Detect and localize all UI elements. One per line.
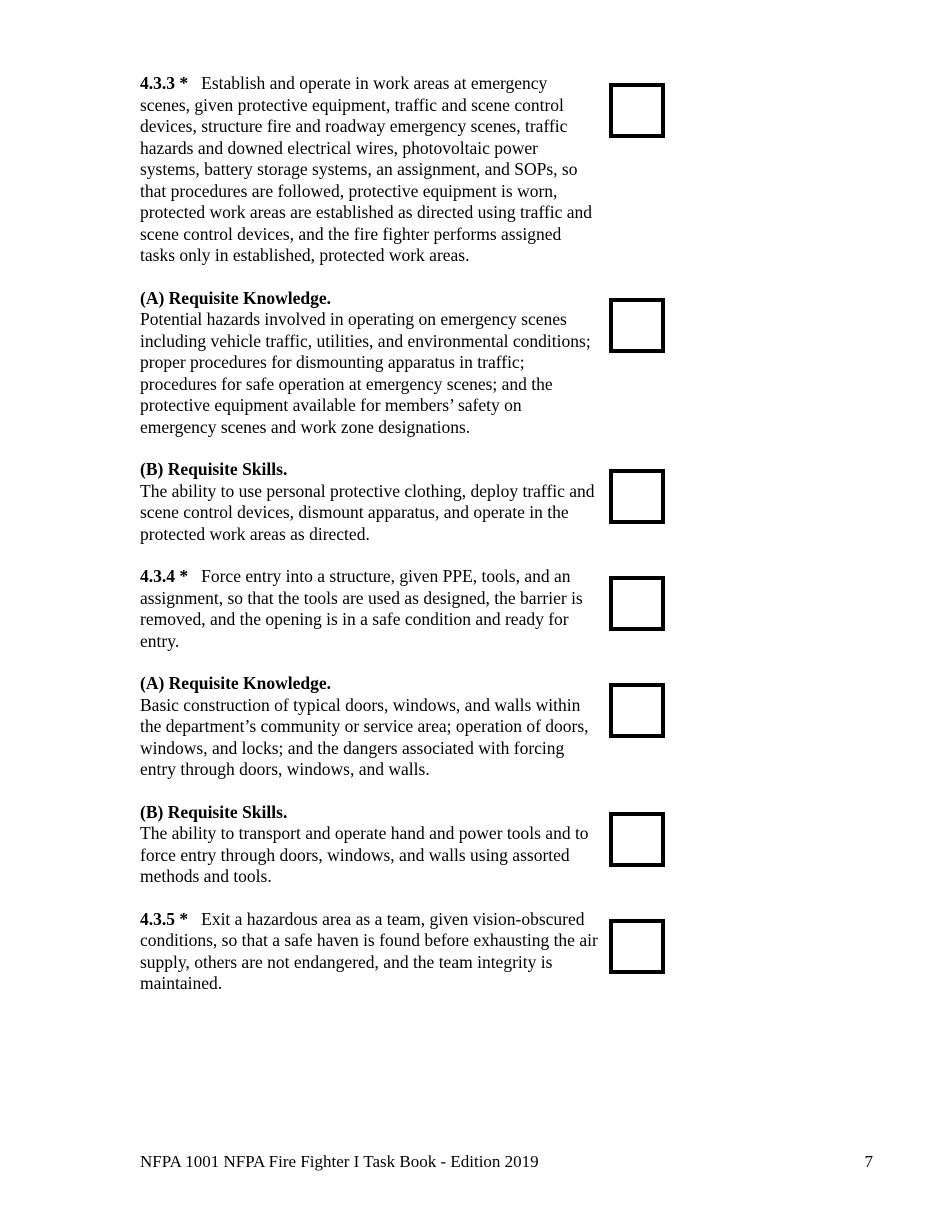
task-statement-4-3-3 xyxy=(140,73,598,267)
task-number: 4.3.4 * xyxy=(140,566,189,586)
task-statement-4-3-4 xyxy=(140,566,598,652)
section-4-3-4 xyxy=(140,566,665,652)
page-number: 7 xyxy=(864,1152,873,1171)
section-4-3-4-knowledge xyxy=(140,673,665,781)
checkbox-4-3-4[interactable] xyxy=(609,576,665,631)
requisite-skills-heading: (B) Requisite Skills. xyxy=(140,459,288,479)
checkbox-4-3-3-knowledge[interactable] xyxy=(609,298,665,353)
requisite-skills-text xyxy=(140,459,598,545)
task-statement-4-3-5 xyxy=(140,909,598,995)
requisite-knowledge-text xyxy=(140,673,598,781)
requisite-knowledge-text xyxy=(140,288,598,439)
section-4-3-3-knowledge xyxy=(140,288,665,439)
checkbox-4-3-3[interactable] xyxy=(609,83,665,138)
requisite-skills-body: The ability to use personal protective clothing, deploy traffic and scene control devices, dismount apparatus, and operate in the protected work areas as directed. xyxy=(140,480,595,544)
checkbox-4-3-3-skills[interactable] xyxy=(609,469,665,524)
page-content xyxy=(140,73,665,1016)
page-footer xyxy=(140,1151,873,1172)
task-number: 4.3.3 * xyxy=(140,73,189,93)
requisite-skills-heading: (B) Requisite Skills. xyxy=(140,801,288,822)
task-body: Exit a hazardous area as a team, given vision-obscured conditions, so that a safe haven is found before exhausting the air supply, others are not endangered, and the team integrity is maintained. xyxy=(140,908,598,993)
section-4-3-4-skills xyxy=(140,802,665,888)
checkbox-4-3-5[interactable] xyxy=(609,919,665,974)
task-number: 4.3.5 * xyxy=(140,908,189,929)
requisite-knowledge-heading: (A) Requisite Knowledge. xyxy=(140,287,332,308)
checkbox-4-3-4-skills[interactable] xyxy=(609,812,665,867)
requisite-knowledge-heading: (A) Requisite Knowledge. xyxy=(140,673,332,693)
section-4-3-3-skills xyxy=(140,459,665,545)
footer-title: NFPA 1001 NFPA Fire Fighter I Task Book - Edition 2019 xyxy=(140,1152,539,1171)
requisite-skills-text xyxy=(140,802,598,888)
requisite-skills-body: The ability to transport and operate hand and power tools and to force entry through doors, windows, and walls using assorted methods and tools. xyxy=(140,823,589,886)
task-body: Force entry into a structure, given PPE, tools, and an assignment, so that the tools are used as designed, the barrier is removed, and the opening is in a safe condition and ready for entry. xyxy=(140,566,583,651)
requisite-knowledge-body: Potential hazards involved in operating on emergency scenes including vehicle traffic, utilities, and environmental conditions; proper procedures for dismounting apparatus in traffic; procedures for safe operation at emergency scenes; and the protective equipment available for members’ safety on emergency scenes and work zone designations. xyxy=(140,309,591,437)
section-4-3-3 xyxy=(140,73,665,267)
section-4-3-5 xyxy=(140,909,665,995)
checkbox-4-3-4-knowledge[interactable] xyxy=(609,683,665,738)
requisite-knowledge-body: Basic construction of typical doors, windows, and walls within the department’s community or service area; operation of doors, windows, and locks; and the dangers associated with forcing entry through doors, windows, and walls. xyxy=(140,694,589,779)
task-body: Establish and operate in work areas at emergency scenes, given protective equipment, traffic and scene control devices, structure fire and roadway emergency scenes, traffic hazards and downed electrical wires, photovoltaic power systems, battery storage systems, an assignment, and SOPs, so that procedures are followed, protective equipment is worn, protected work areas are established as directed using traffic and scene control devices, and the fire fighter performs assigned tasks only in established, protected work areas. xyxy=(140,73,593,265)
